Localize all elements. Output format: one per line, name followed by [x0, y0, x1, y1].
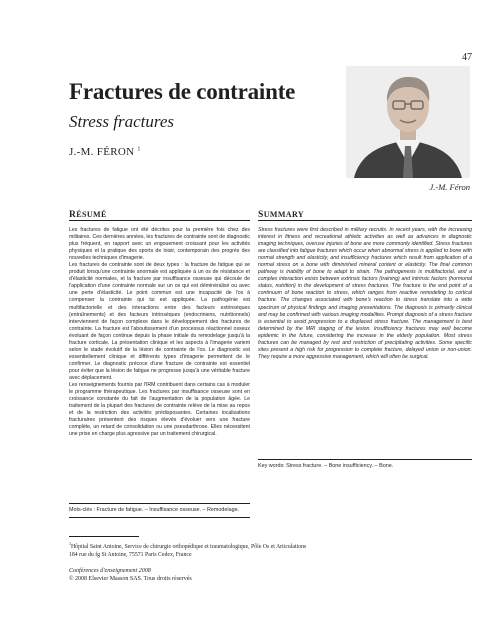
- author-line: [69, 146, 141, 158]
- mots-cles-rule-top: [69, 503, 250, 504]
- mots-cles: Mots-clés : Fracture de fatigue. – Insuffisance osseuse. – Remodelage.: [69, 507, 240, 513]
- resume-heading-rest: ÉSUMÉ: [76, 210, 107, 219]
- summary-heading: [258, 210, 304, 220]
- resume-heading-initial: R: [69, 210, 77, 220]
- author-affiliation-marker: 1: [137, 146, 141, 153]
- photo-caption: J.-M. Féron: [429, 182, 470, 192]
- copyright: © 2008 Elsevier Masson SAS. Tous droits réservés: [69, 576, 192, 582]
- footnote-rule: [69, 536, 139, 537]
- resume-heading: [69, 210, 107, 220]
- resume-paragraph: Les renseignements fournis par l'IRM contribuent dans certains cas à moduler le programme thérapeutique. Les fractures par insuffisance osseuse sont en croissance constante du fait de l'augmentation de la population âgée. Le traitement de la plupart des fractures de contrainte relève de la mise au repos et de la restriction des activités prédisposantes. Certaines localisations fracturaires présentent des risques élevés d'évoluer vers une fracture complète, un retard de consolidation ou une pseudarthrose. Elles nécessitent une prise en charge plus agressive par un traitement chirurgical.: [69, 382, 250, 438]
- resume-paragraph: Les fractures de fatigue ont été décrites pour la première fois chez des militaires. Ces dernières années, les fractures de contrainte sont de diagnostic plus fréquent, en rapport avec un engouement croissant pour les activités physiques et la pratique des sports de loisir, contemporain des progrès des nouvelles techniques d'imagerie.: [69, 227, 250, 262]
- author-photo: [346, 66, 470, 178]
- affiliation-line-2: 184 rue du fg St Antoine, 75571 Paris Cedex, France: [69, 551, 192, 558]
- resume-body: [69, 227, 250, 497]
- article-title: Fractures de contrainte: [69, 79, 296, 104]
- affiliation-marker: 1: [69, 541, 71, 546]
- article-subtitle: Stress fractures: [69, 112, 174, 131]
- affiliation-line-1: $^1$Hôpital Saint Antoine, Service de chirurgie orthopédique et traumatologique, Pôle Os et Articulations: [69, 541, 307, 550]
- mots-cles-rule-bottom: [69, 517, 250, 518]
- affiliation-footnote: [69, 540, 472, 559]
- summary-body: [258, 227, 472, 459]
- keywords-rule: [258, 459, 472, 460]
- summary-paragraph: Stress fractures were first described in military recruits. In recent years, with the increasing interest in fitness and recreational athletic activities as well as advances in diagnostic imaging techniques, overuse injuries of bone are more commonly identified. Stress fractures are classified into fatigue fractures which occur when abnormal stress is applied to bone with normal strength and elasticity, and insufficiency fractures which result from application of a normal stress on a bone with diminished mineral content or elasticity. The final common pathway is inability of bone to adapt to strain. The pathogenesis is multifactorial, and a complex interaction exists between extrinsic factors (training) and intrinsic factors (hormonal status, nutrition) in the development of stress fractures. The fracture is the end point of a continuum of bone reaction to stress, which ranges from reactive remodeling to cortical fracture. The changes associated with bone's reaction to stress translate into a wide spectrum of physical findings and imaging presentations. The diagnosis is primarily clinical and may be confirmed with various imaging modalities. Prompt diagnosis of a stress fracture is essential to avoid progression to a displaced stress fracture. The management is best determined by the MRI staging of the lesion. Insufficiency fractures may well become epidemic in the future, considering the increase in the elderly population. Most stress fractures can be managed by rest and restriction of precipitating activities. Some specific sites present a high risk for progression to complete fracture, delayed union or non-union. They require a more aggressive management, which will often be surgical.: [258, 227, 472, 360]
- summary-heading-initial: S: [258, 210, 264, 220]
- page-number: 47: [462, 52, 472, 63]
- author-name: J.-M. FÉRON: [69, 146, 135, 158]
- resume-rule: [69, 220, 250, 221]
- conference-name: Conférences d'enseignement 2008: [69, 568, 151, 574]
- keywords: Key words: Stress fracture. – Bone insufficiency. – Bone.: [258, 463, 394, 469]
- summary-heading-rest: UMMARY: [263, 210, 305, 219]
- author-portrait-illustration: [346, 66, 470, 178]
- page-footer: [69, 567, 472, 583]
- resume-paragraph: Les fractures de contrainte sont de deux types : la fracture de fatigue qui se produit lorsqu'une contrainte anormale est appliquée à un os de résistance et d'élasticité normales, et la fracture par insuffisance osseuse qui découle de l'application d'une contrainte normale sur un os qui est déminéralisé ou avec une perte d'élasticité. Le point commun est une incapacité de l'os à compenser la contrainte qui lui est appliquée. La pathogénie est multifactorielle et des interactions entre des facteurs extrinsèques (entraînements) et des facteurs intrinsèques (endocriniens, nutritionnels) interviennent de façon complexe dans le développement des fractures de contrainte. La fracture est l'aboutissement d'un processus réactionnel osseux évoluant de façon continue depuis la phase initiale du remodelage jusqu'à la fracture corticale. La présentation clinique et les aspects à l'imagerie varient selon le stade évolutif de la lésion de contrainte de l'os. Le diagnostic est essentiellement clinique et différents types d'imagerie permettent de le confirmer. Le diagnostic précoce d'une fracture de contrainte est essentiel pour éviter que la lésion de fatigue ne progresse jusqu'à une véritable fracture avec déplacement.: [69, 262, 250, 381]
- summary-rule: [258, 220, 472, 221]
